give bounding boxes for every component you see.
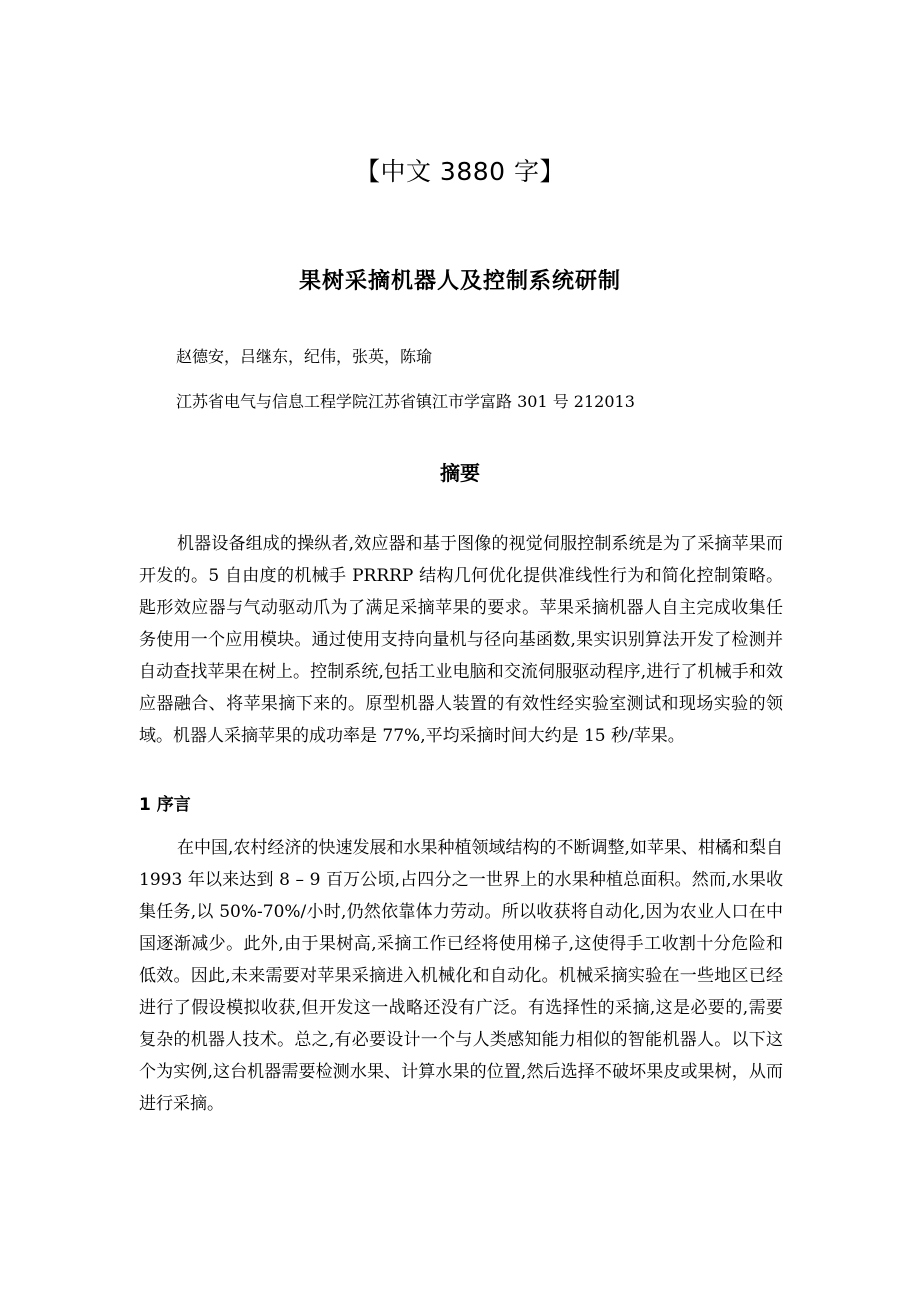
section-heading-introduction: 1 序言 xyxy=(139,795,191,815)
affiliation: 江苏省电气与信息工程学院江苏省镇江市学富路 301 号 212013 xyxy=(176,392,635,411)
introduction-paragraph: 在中国,农村经济的快速发展和水果种植领域结构的不断调整,如苹果、柑橘和梨自 1993 年以来达到 8 – 9 百万公顷,占四分之一世界上的水果种植总面积。然而,水果收集任务,以 50%-70%/小时,仍然依靠体力劳动。所以收获将自动化,因为农业人口在中国逐渐减少。此外,由于果树高,采摘工作已经将使用梯子,这使得手工收割十分危险和低效。因此,未来需要对苹果采摘进入机械化和自动化。机械采摘实验在一些地区已经进行了假设模拟收获,但开发这一战略还没有广泛。有选择性的采摘,这是必要的,需要复杂的机器人技术。总之,有必要设计一个与人类感知能力相似的智能机器人。以下这个为实例,这台机器需要检测水果、计算水果的位置,然后选择不破坏果皮或果树，从而进行采摘。 xyxy=(139,838,783,1114)
paper-title: 果树采摘机器人及控制系统研制 xyxy=(298,269,621,294)
abstract-paragraph: 机器设备组成的操纵者,效应器和基于图像的视觉伺服控制系统是为了采摘苹果而开发的。5 自由度的机械手 PRRRP 结构几何优化提供准线性行为和简化控制策略。匙形效应器与气动驱动爪为了满足采摘苹果的要求。苹果采摘机器人自主完成收集任务使用一个应用模块。通过使用支持向量机与径向基函数,果实识别算法开发了检测并自动查找苹果在树上。控制系统,包括工业电脑和交流伺服驱动程序,进行了机械手和效应器融合、将苹果摘下来的。原型机器人装置的有效性经实验室测试和现场实验的领域。机器人采摘苹果的成功率是 77%,平均采摘时间大约是 15 秒/苹果。 xyxy=(139,534,783,746)
word-count-label: 【中文 3880 字】 xyxy=(354,157,566,186)
abstract-heading: 摘要 xyxy=(440,461,480,485)
author-list: 赵德安，吕继东，纪伟，张英，陈瑜 xyxy=(176,347,433,366)
